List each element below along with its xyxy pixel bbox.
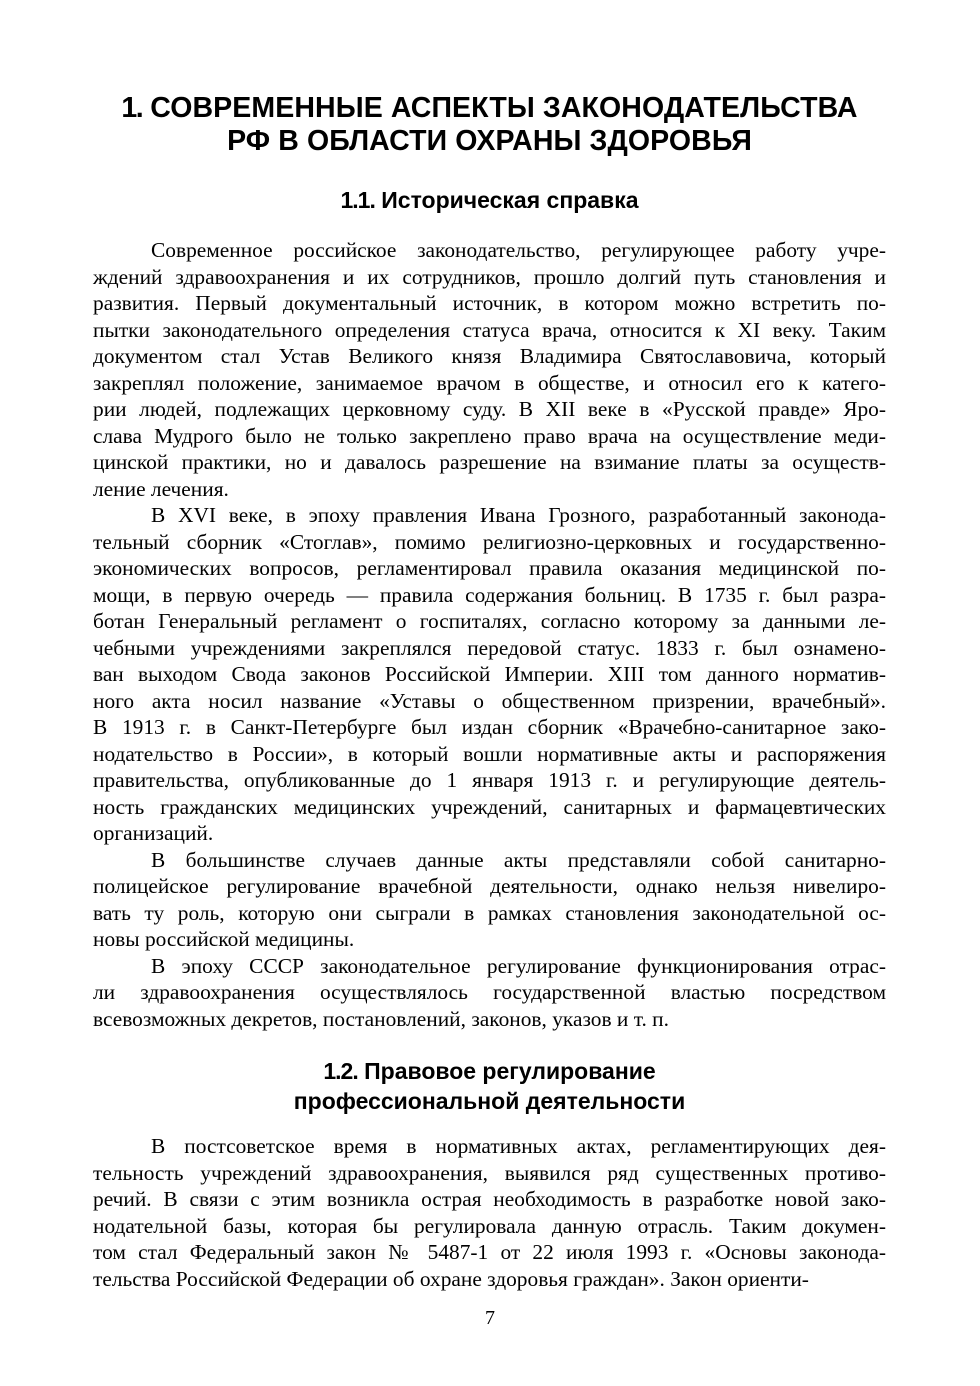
- paragraph-line: ждений здравоохранения и их сотрудников, прошло долгий путь становления и: [93, 264, 886, 289]
- paragraph-line: документом стал Устав Великого князя Владимира Святославовича, который: [93, 344, 886, 368]
- paragraph-line: В постсоветское время в нормативных актах, регламентирующих дея-: [151, 1134, 886, 1158]
- paragraph-line: слава Мудрого было не только закреплено право врача на осуществление меди-: [93, 423, 886, 448]
- paragraph-line: В большинстве случаев данные акты представляли собой санитарно-: [151, 847, 886, 872]
- paragraph-line: чебными учреждениями закреплялся передовой статус. 1833 г. был ознамено-: [93, 635, 886, 660]
- paragraph-line: новы российской медицины.: [93, 927, 355, 951]
- section-title-line-2: профессиональной деятельности: [293, 1088, 686, 1114]
- page-number: 7: [485, 1307, 495, 1329]
- paragraph-line: закреплял положение, занимаемое врачом в обществе, и относил его к катего-: [93, 370, 886, 395]
- paragraph-line: В XVI веке, в эпоху правления Ивана Грозного, разработанный законода-: [151, 503, 886, 527]
- paragraph: [93, 237, 886, 502]
- paragraph-line: цинской практики, но и давалось разрешение на взимание платы за осуществ-: [93, 450, 886, 474]
- paragraph-line: мощи, в первую очередь — правила содержания больниц. В 1735 г. был разра-: [93, 582, 886, 607]
- chapter-title-line-1: [93, 92, 886, 125]
- paragraph-line: экономических вопросов, регламентировал правила оказания медицинской по-: [93, 556, 886, 580]
- paragraph-line: нодательной базы, которая бы регулировала данную отрасль. Таким докумен-: [93, 1213, 886, 1238]
- paragraph-line: ление лечения.: [93, 476, 229, 501]
- paragraph-line: ли здравоохранения осуществлялось государственной властью посредством: [93, 980, 886, 1004]
- paragraph-line: полицейское регулирование врачебной деятельности, однако нельзя нивелиро-: [93, 874, 886, 898]
- section-title-1-2: [93, 1056, 886, 1116]
- paragraph-line: том стал Федеральный закон № 5487-1 от 22 июля 1993 г. «Основы законода-: [93, 1240, 886, 1264]
- paragraph-line: пытки законодательного определения статуса врача, относится к XI веку. Таким: [93, 317, 886, 342]
- paragraph-line: тельства Российской Федерации об охране здоровья граждан». Закон ориенти-: [93, 1266, 809, 1291]
- section-number: 1.1.: [340, 187, 375, 213]
- paragraph-line: ботан Генеральный регламент о госпиталях, согласно которому за данными ле-: [93, 609, 886, 633]
- chapter-title: [93, 92, 886, 158]
- paragraph-line: нодательство в России», в который вошли нормативные акты и распоряжения: [93, 741, 886, 766]
- chapter-title-text-1: СОВРЕМЕННЫЕ АСПЕКТЫ ЗАКОНОДАТЕЛЬСТВА: [150, 92, 858, 124]
- section-number: 1.2.: [323, 1058, 358, 1084]
- paragraph-line: В эпоху СССР законодательное регулирование функционирования отрас-: [151, 953, 886, 978]
- page-content: [93, 92, 886, 1292]
- paragraph: [93, 1133, 886, 1292]
- paragraph-line: ван выходом Свода законов Российской Империи. XIII том данного норматив-: [93, 662, 886, 686]
- paragraph-line: В 1913 г. в Санкт-Петербурге был издан сборник «Врачебно-санитарное зако-: [93, 715, 886, 739]
- paragraph-line: всевозможных декретов, постановлений, законов, указов и т. п.: [93, 1006, 669, 1031]
- paragraph-line: рии людей, подлежащих церковному суду. В XII веке в «Русской правде» Яро-: [93, 397, 886, 421]
- paragraph-line: тельный сборник «Стоглав», помимо религиозно-церковных и государственно-: [93, 529, 886, 554]
- section-title-line-1: [93, 1056, 886, 1086]
- section-title-text: Историческая справка: [381, 187, 639, 213]
- paragraph-line: развития. Первый документальный источник, в котором можно встретить по-: [93, 291, 886, 315]
- paragraph-line: Современное российское законодательство, регулирующее работу учре-: [151, 238, 886, 262]
- paragraph-line: тельность учреждений здравоохранения, выявился ряд существенных противо-: [93, 1160, 886, 1185]
- paragraph: [93, 502, 886, 847]
- section-title-1-1: [93, 185, 886, 215]
- paragraph-line: ного акта носил название «Уставы о общественном призрении, врачебный».: [93, 688, 886, 713]
- paragraph-line: организаций.: [93, 821, 214, 845]
- paragraph: [93, 847, 886, 953]
- section-title-text: Правовое регулирование: [364, 1058, 656, 1084]
- chapter-number: 1.: [121, 92, 143, 124]
- paragraph-line: речий. В связи с этим возникла острая необходимость в разработке новой зако-: [93, 1187, 886, 1211]
- paragraph: [93, 953, 886, 1033]
- paragraph-line: вать ту роль, которую они сыграли в рамках становления законодательной ос-: [93, 900, 886, 925]
- chapter-title-line-2: РФ В ОБЛАСТИ ОХРАНЫ ЗДОРОВЬЯ: [227, 125, 752, 157]
- paragraph-line: правительства, опубликованные до 1 января 1913 г. и регулирующие деятель-: [93, 768, 886, 792]
- paragraph-line: ность гражданских медицинских учреждений, санитарных и фармацевтических: [93, 794, 886, 819]
